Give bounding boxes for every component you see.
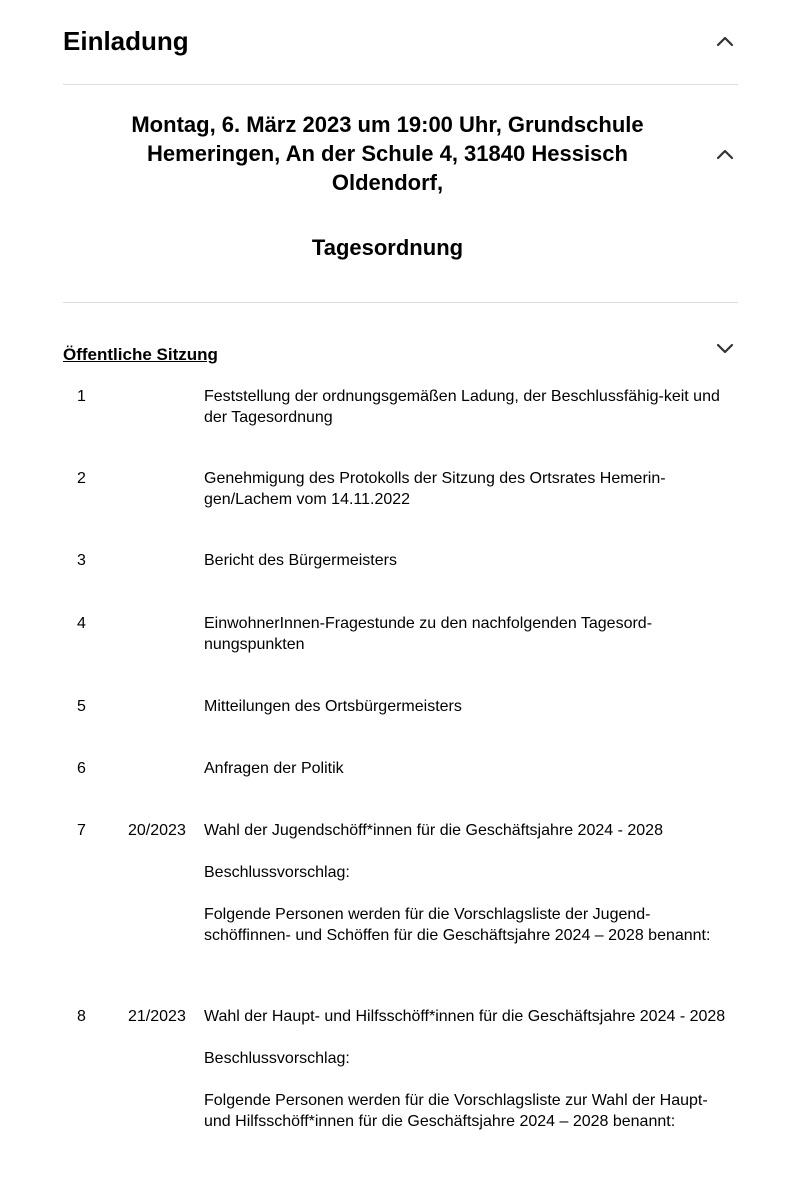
proposal-text: Folgende Personen werden für die Vorschlagsliste der Jugend-schöffinnen- und Schöffen für die Geschäftsjahre 2024 – 2028 benannt:: [204, 906, 711, 944]
item-number: 7: [77, 822, 86, 839]
item-number: 4: [77, 615, 86, 632]
divider: [63, 84, 738, 85]
item-title: Anfragen der Politik: [204, 760, 344, 777]
divider: [63, 302, 738, 303]
item-number: 1: [77, 388, 86, 405]
item-reference: 21/2023: [128, 1008, 186, 1025]
public-session-link[interactable]: Öffentliche Sitzung: [63, 345, 218, 364]
item-number: 8: [77, 1008, 86, 1025]
item-title: Bericht des Bürgermeisters: [204, 552, 397, 569]
item-title: Mitteilungen des Ortsbürgermeisters: [204, 698, 462, 715]
item-reference: 20/2023: [128, 822, 186, 839]
agenda-heading: Tagesordnung: [311, 235, 464, 260]
meeting-details: Montag, 6. März 2023 um 19:00 Uhr, Grundschule Hemeringen, An der Schule 4, 31840 Hessisch Oldendorf,: [131, 112, 644, 195]
item-title: Feststellung der ordnungsgemäßen Ladung, der Beschlussfähig-keit und der Tagesordnung: [204, 388, 720, 426]
page-title: Einladung: [63, 26, 189, 56]
item-title: EinwohnerInnen-Fragestunde zu den nachfolgenden Tagesord-nungspunkten: [204, 615, 653, 653]
proposal-label: Beschlussvorschlag:: [204, 864, 350, 881]
item-title: Genehmigung des Protokolls der Sitzung des Ortsrates Hemerin-gen/Lachem vom 14.11.2022: [204, 470, 666, 508]
item-number: 5: [77, 698, 86, 715]
item-title: Wahl der Haupt- und Hilfsschöff*innen für die Geschäftsjahre 2024 - 2028: [204, 1008, 726, 1025]
proposal-text: Folgende Personen werden für die Vorschlagsliste zur Wahl der Haupt- und Hilfsschöff*innen für die Geschäftsjahre 2024 – 2028 benannt:: [204, 1092, 708, 1130]
chevron-down-icon[interactable]: [716, 343, 734, 355]
proposal-label: Beschlussvorschlag:: [204, 1050, 350, 1067]
item-number: 6: [77, 760, 86, 777]
item-title: Wahl der Jugendschöff*innen für die Geschäftsjahre 2024 - 2028: [204, 822, 663, 839]
item-number: 3: [77, 552, 86, 569]
chevron-up-icon[interactable]: [716, 35, 734, 47]
item-number: 2: [77, 470, 86, 487]
chevron-up-icon[interactable]: [716, 148, 734, 160]
